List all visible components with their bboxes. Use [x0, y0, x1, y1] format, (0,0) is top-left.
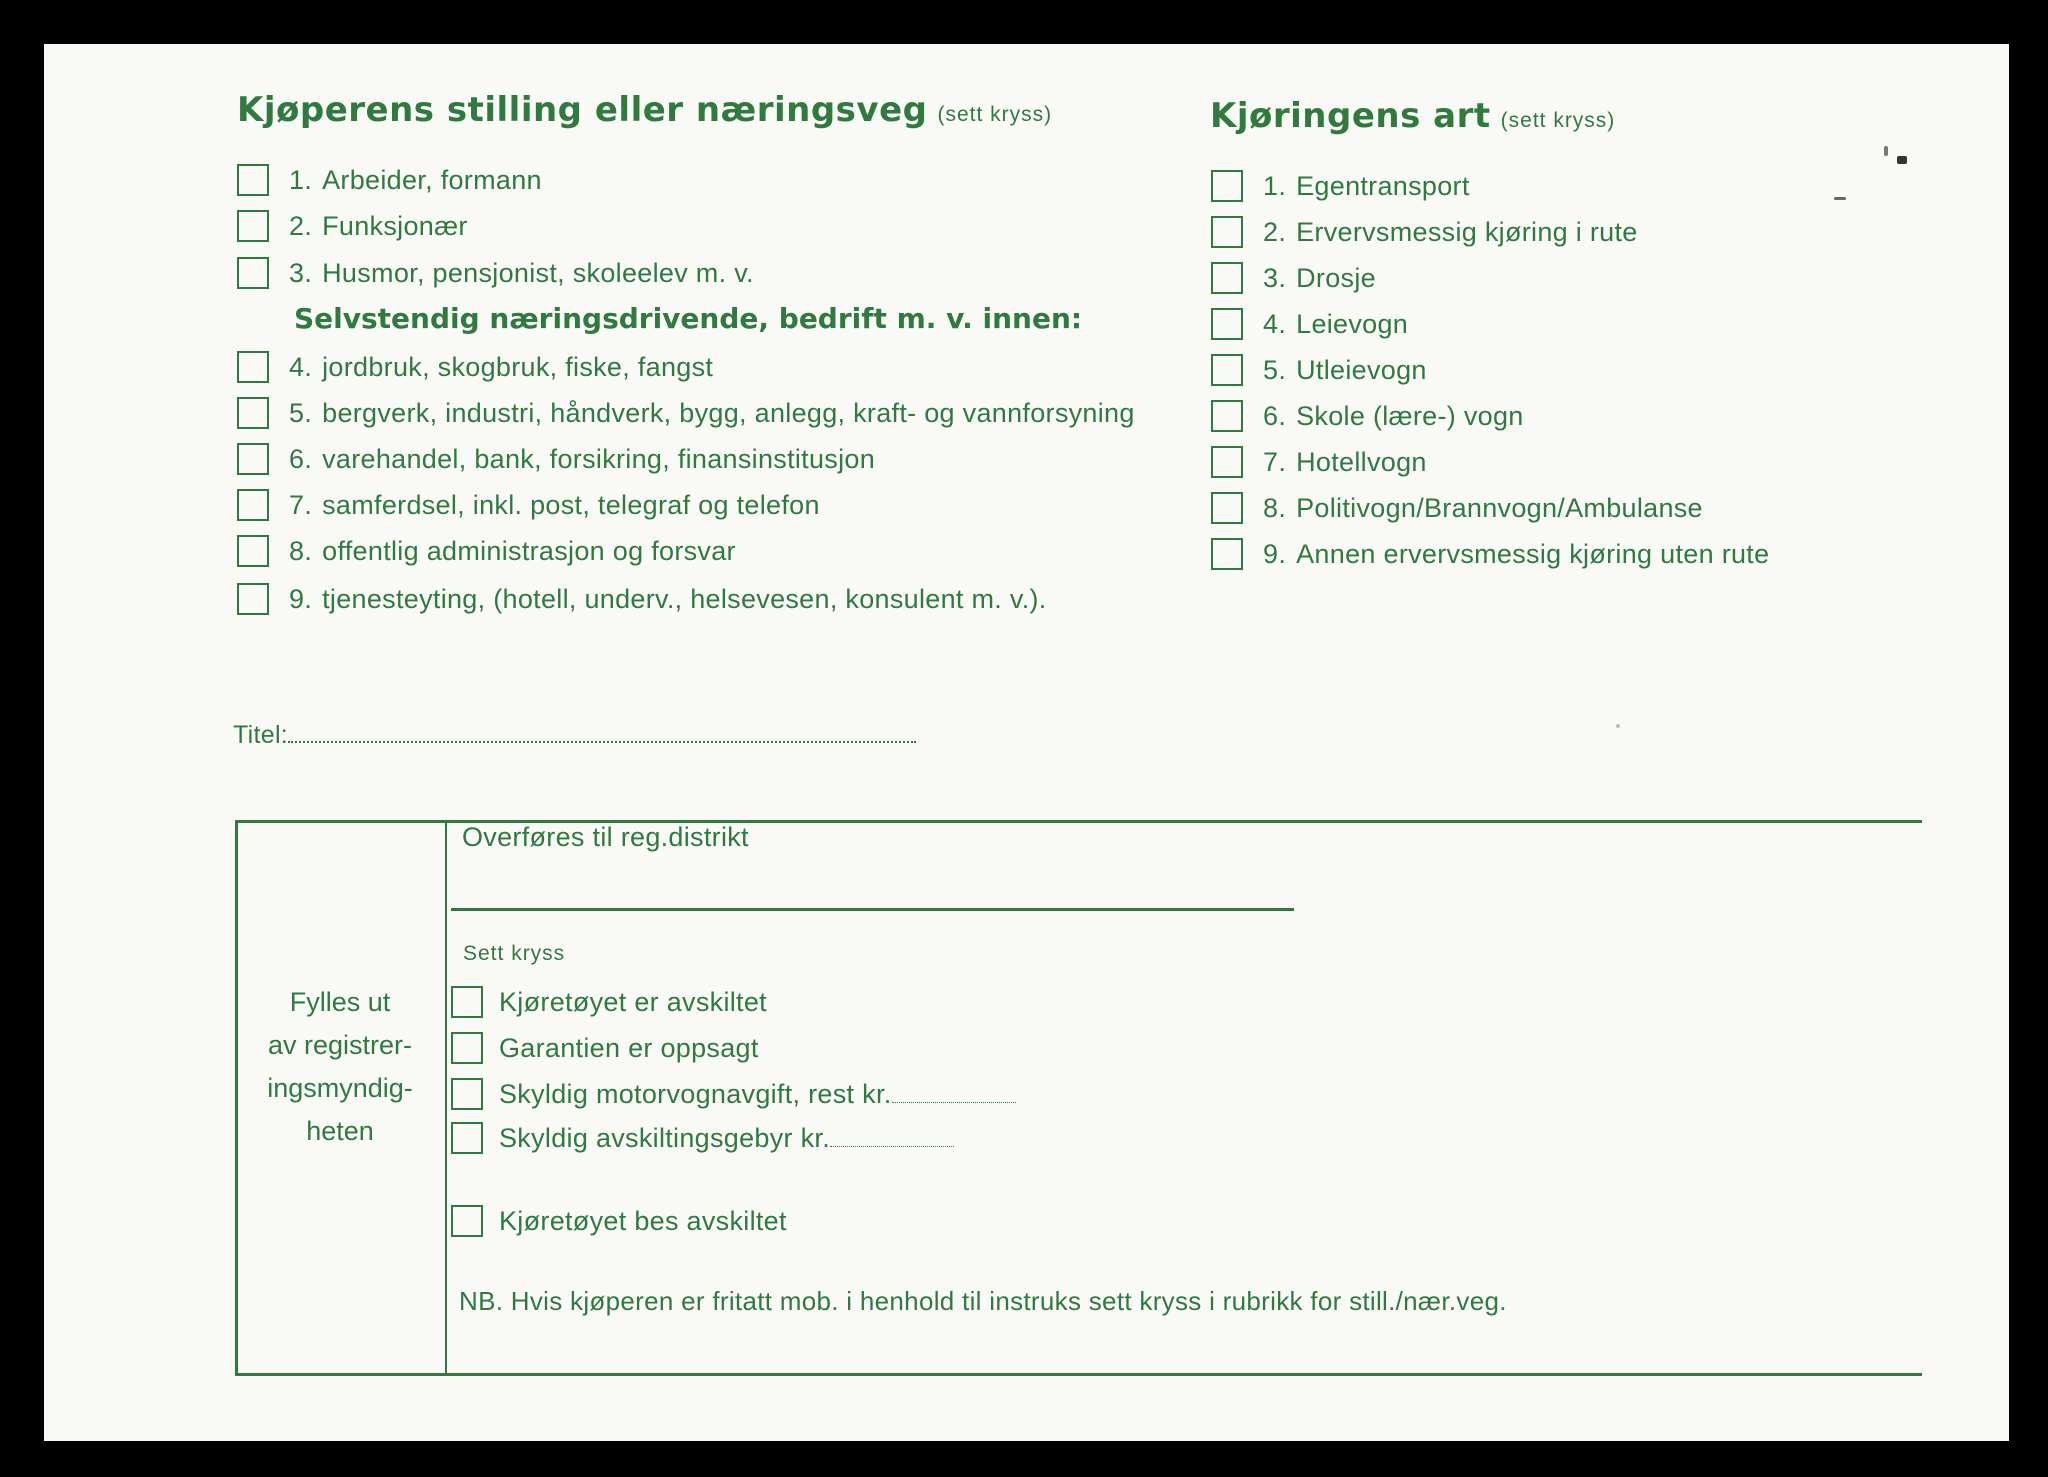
check-label: Skyldig avskiltingsgebyr kr.	[499, 1122, 831, 1153]
checkbox[interactable]	[237, 210, 269, 242]
option-number: 2.	[1263, 216, 1287, 247]
self-employed-subheading: Selvstendig næringsdrivende, bedrift m. v. innen:	[294, 302, 1083, 335]
driving-type-option-7[interactable]	[1211, 442, 1427, 482]
amount-dotted-line[interactable]	[892, 1086, 1016, 1103]
left-heading-text: Kjøperens stilling eller næringsveg	[237, 90, 928, 130]
side-line: Fylles ut	[289, 987, 391, 1017]
left-heading-hint: (sett kryss)	[937, 103, 1053, 126]
box-bottom-rule	[235, 1373, 1922, 1376]
check-label: Kjøretøyet bes avskiltet	[499, 1205, 787, 1236]
option-label: Utleievogn	[1296, 354, 1427, 385]
occupation-option-3[interactable]	[237, 253, 754, 293]
option-number: 9.	[1263, 538, 1287, 569]
side-line: heten	[306, 1116, 374, 1146]
registry-check-4[interactable]	[451, 1118, 954, 1158]
right-heading-text: Kjøringens art	[1210, 96, 1491, 136]
option-label: Drosje	[1296, 262, 1376, 293]
checkbox[interactable]	[237, 257, 269, 289]
occupation-option-6[interactable]	[237, 439, 875, 479]
option-label: tjenesteyting, (hotell, underv., helsevesen, konsulent m. v.).	[322, 583, 1047, 614]
occupation-option-7[interactable]	[237, 485, 820, 525]
option-number: 3.	[1263, 262, 1287, 293]
occupation-option-5[interactable]	[237, 393, 1135, 433]
checkbox[interactable]	[1211, 216, 1243, 248]
checkbox[interactable]	[237, 583, 269, 615]
checkbox[interactable]	[1211, 446, 1243, 478]
option-number: 8.	[289, 535, 313, 566]
checkbox[interactable]	[1211, 308, 1243, 340]
checkbox[interactable]	[237, 443, 269, 475]
checkbox[interactable]	[237, 351, 269, 383]
form-sheet	[44, 44, 2009, 1441]
check-label: Garantien er oppsagt	[499, 1032, 759, 1063]
driving-type-option-3[interactable]	[1211, 258, 1376, 298]
scan-speck	[1834, 197, 1846, 200]
scan-speck	[1616, 724, 1620, 728]
registry-check-2[interactable]	[451, 1028, 759, 1068]
registry-check-3[interactable]	[451, 1074, 1016, 1114]
checkbox[interactable]	[451, 1205, 483, 1237]
checkbox[interactable]	[451, 1122, 483, 1154]
checkbox[interactable]	[237, 535, 269, 567]
scan-speck	[1897, 156, 1907, 164]
option-label: Husmor, pensjonist, skoleelev m. v.	[322, 257, 754, 288]
check-label: Kjøretøyet er avskiltet	[499, 986, 767, 1017]
option-label: Ervervsmessig kjøring i rute	[1296, 216, 1638, 247]
registry-side-label	[240, 981, 440, 1153]
side-line: av registrer-	[267, 1030, 413, 1060]
driving-type-option-2[interactable]	[1211, 212, 1638, 252]
occupation-option-1[interactable]	[237, 160, 542, 200]
checkbox[interactable]	[1211, 492, 1243, 524]
check-label: Skyldig motorvognavgift, rest kr.	[499, 1078, 892, 1109]
driving-type-option-9[interactable]	[1211, 534, 1769, 574]
checkbox[interactable]	[237, 397, 269, 429]
transfer-input-line[interactable]	[451, 908, 1294, 911]
driving-type-option-5[interactable]	[1211, 350, 1427, 390]
left-heading	[237, 90, 1052, 130]
option-label: Politivogn/Brannvogn/Ambulanse	[1296, 492, 1703, 523]
registry-check-1[interactable]	[451, 982, 767, 1022]
option-number: 8.	[1263, 492, 1287, 523]
amount-dotted-line[interactable]	[830, 1130, 954, 1147]
occupation-option-8[interactable]	[237, 531, 736, 571]
driving-type-option-1[interactable]	[1211, 166, 1470, 206]
option-label: offentlig administrasjon og forsvar	[322, 535, 736, 566]
option-number: 1.	[1263, 170, 1287, 201]
checks-hint: Sett kryss	[463, 942, 566, 965]
option-label: Hotellvogn	[1296, 446, 1427, 477]
checkbox[interactable]	[451, 1032, 483, 1064]
title-label: Titel:	[233, 721, 289, 749]
occupation-option-9[interactable]	[237, 579, 1047, 619]
box-left-rule	[235, 820, 238, 1376]
option-number: 4.	[289, 351, 313, 382]
registry-check-request-plates[interactable]	[451, 1201, 787, 1241]
title-dotted-line[interactable]	[288, 719, 916, 743]
driving-type-option-8[interactable]	[1211, 488, 1703, 528]
box-divider	[445, 820, 447, 1376]
option-label: Egentransport	[1296, 170, 1470, 201]
option-label: Annen ervervsmessig kjøring uten rute	[1296, 538, 1770, 569]
option-label: Skole (lære-) vogn	[1296, 400, 1524, 431]
option-number: 5.	[1263, 354, 1287, 385]
right-heading	[1210, 96, 1615, 136]
driving-type-option-6[interactable]	[1211, 396, 1524, 436]
checkbox[interactable]	[1211, 262, 1243, 294]
checkbox[interactable]	[1211, 538, 1243, 570]
option-number: 2.	[289, 210, 313, 241]
checkbox[interactable]	[1211, 354, 1243, 386]
option-number: 1.	[289, 164, 313, 195]
option-label: samferdsel, inkl. post, telegraf og telefon	[322, 489, 820, 520]
option-number: 4.	[1263, 308, 1287, 339]
option-number: 9.	[289, 583, 313, 614]
scan-speck	[1884, 146, 1888, 156]
option-label: varehandel, bank, forsikring, finansinstitusjon	[322, 443, 876, 474]
side-line: ingsmyndig-	[267, 1073, 413, 1103]
option-number: 5.	[289, 397, 313, 428]
checkbox[interactable]	[237, 164, 269, 196]
option-label: Funksjonær	[322, 210, 468, 241]
option-label: jordbruk, skogbruk, fiske, fangst	[322, 351, 714, 382]
option-number: 7.	[1263, 446, 1287, 477]
occupation-option-2[interactable]	[237, 206, 468, 246]
option-label: Arbeider, formann	[322, 164, 542, 195]
option-number: 6.	[1263, 400, 1287, 431]
driving-type-option-4[interactable]	[1211, 304, 1408, 344]
option-label: Leievogn	[1296, 308, 1409, 339]
checkbox[interactable]	[1211, 400, 1243, 432]
option-label: bergverk, industri, håndverk, bygg, anlegg, kraft- og vannforsyning	[322, 397, 1135, 428]
title-field[interactable]	[233, 719, 916, 750]
nb-note: NB. Hvis kjøperen er fritatt mob. i henhold til instruks sett kryss i rubrikk for still./nær.veg.	[459, 1286, 1507, 1316]
checkbox[interactable]	[451, 986, 483, 1018]
checkbox[interactable]	[451, 1078, 483, 1110]
occupation-option-4[interactable]	[237, 347, 713, 387]
transfer-label: Overføres til reg.distrikt	[462, 822, 749, 852]
option-number: 3.	[289, 257, 313, 288]
checkbox[interactable]	[1211, 170, 1243, 202]
checkbox[interactable]	[237, 489, 269, 521]
right-heading-hint: (sett kryss)	[1500, 109, 1616, 132]
option-number: 6.	[289, 443, 313, 474]
option-number: 7.	[289, 489, 313, 520]
